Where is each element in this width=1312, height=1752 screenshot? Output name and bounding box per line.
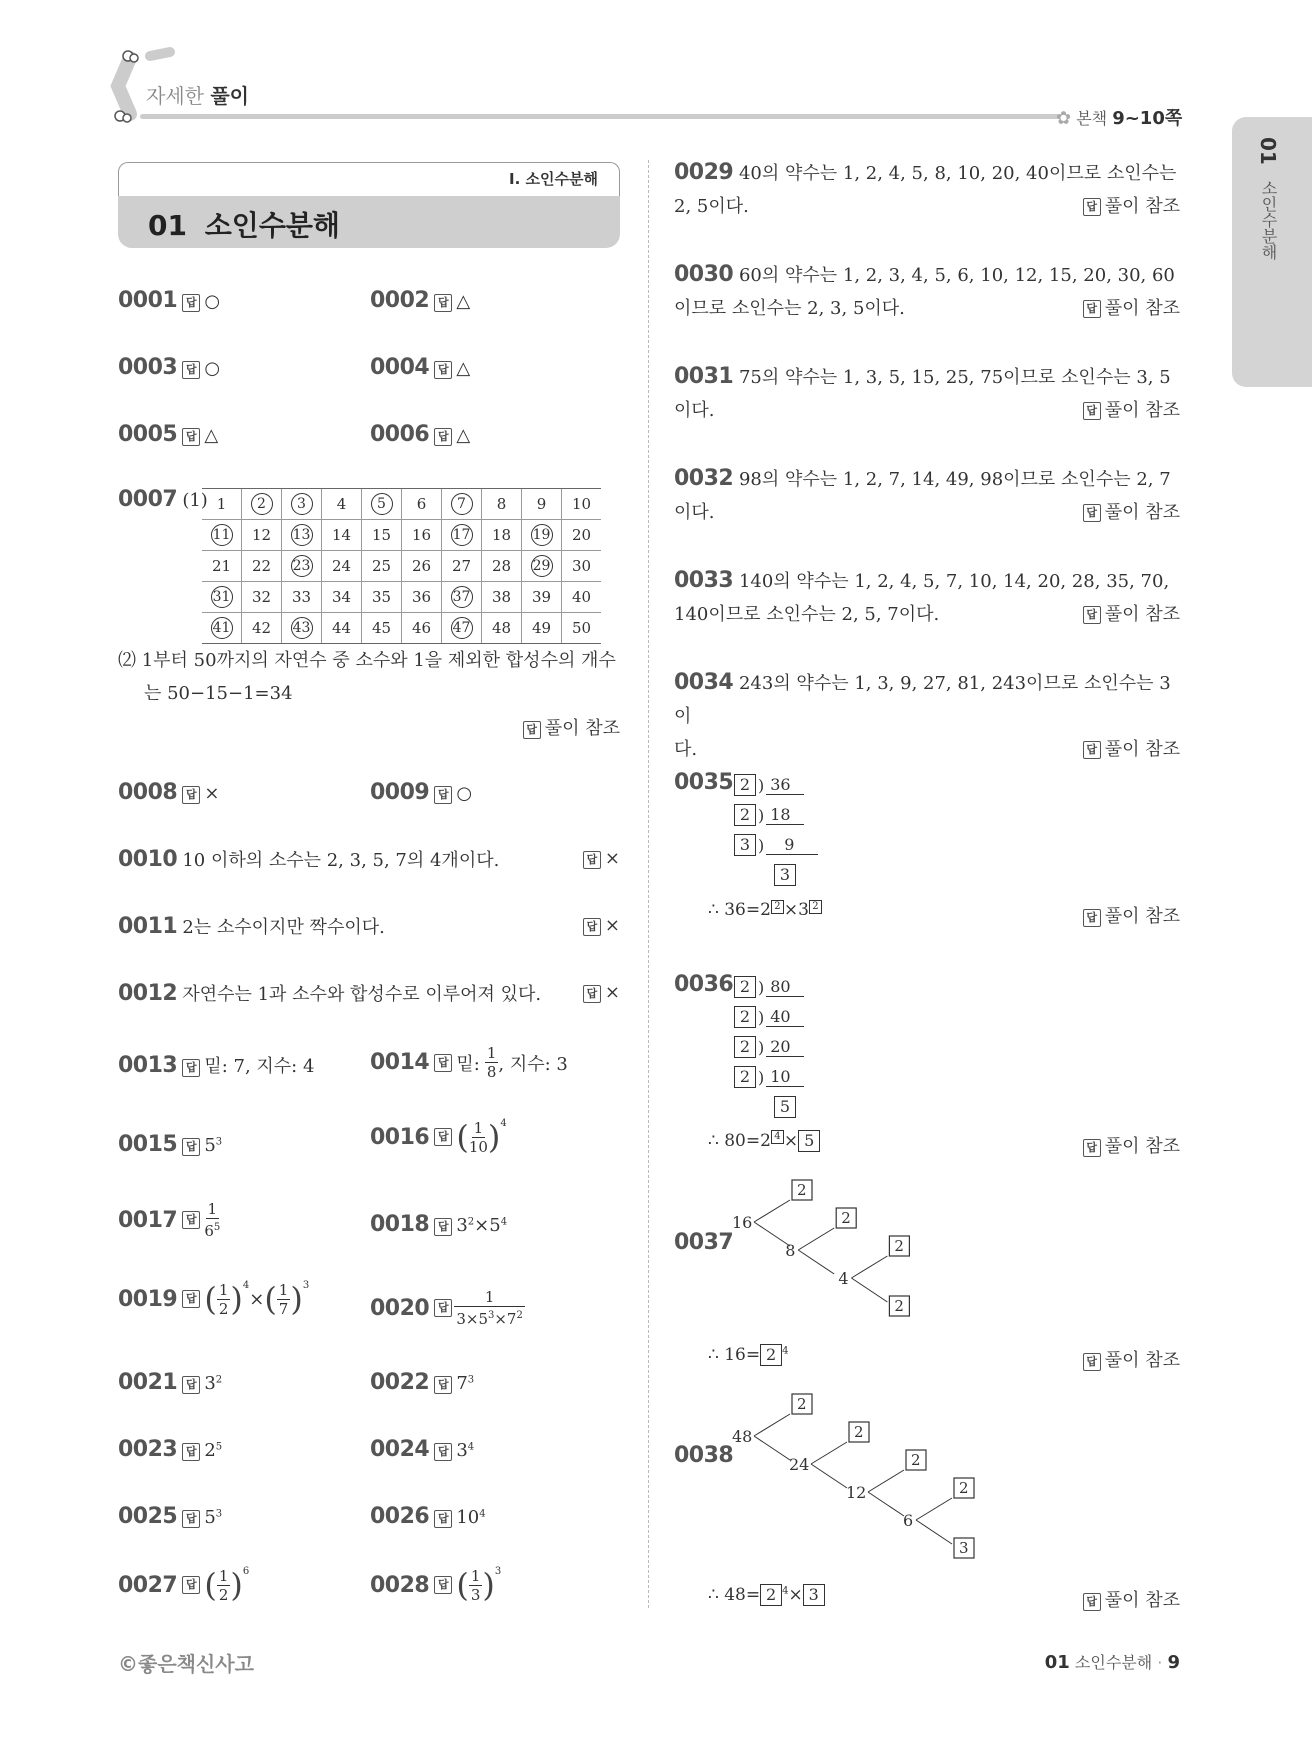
grid-cell: 38 [482, 582, 522, 613]
ref-0035: 답 풀이 참조 [1083, 902, 1180, 928]
answer-mark-icon: 답 [434, 428, 452, 446]
grid-cell [362, 489, 402, 520]
grid-cell: 9 [522, 489, 562, 520]
grid-cell: 21 [202, 551, 242, 582]
final-quotient-box: 5 [774, 1096, 796, 1118]
answer-mark-icon: 답 [1083, 300, 1101, 318]
grid-row [202, 520, 601, 551]
tree-branch [916, 1520, 952, 1544]
tree-branch [798, 1228, 834, 1250]
divisor-box: 2 [734, 1036, 756, 1058]
grid-cell: 24 [322, 551, 362, 582]
grid-cell [282, 551, 322, 582]
division-step: 2 ) 80 [734, 972, 804, 1002]
tree-node: 8 [785, 1241, 796, 1260]
problem-0005: 0005 답 △ [118, 422, 219, 447]
side-tab-number: 01 [1256, 137, 1280, 165]
leaf-value: 2 [841, 1209, 851, 1227]
answer-mark-icon: 답 [1083, 402, 1101, 420]
grid-cell: 6 [402, 489, 442, 520]
tree-branch [851, 1256, 887, 1278]
side-tab [1232, 117, 1312, 387]
grid-cell: 45 [362, 613, 402, 644]
grid-cell: 8 [482, 489, 522, 520]
grid-cell: 28 [482, 551, 522, 582]
problem-0025: 0025 답 $5^3$ [118, 1504, 223, 1529]
grid-cell: 30 [562, 551, 602, 582]
answer-mark-icon: 답 [1083, 198, 1101, 216]
problem-0004: 0004 답 △ [370, 355, 471, 380]
grid-cell [522, 520, 562, 551]
answer-mark-icon: 답 [434, 1510, 452, 1528]
grid-cell: 20 [562, 520, 602, 551]
number-grid [202, 488, 601, 644]
problem-0003: 0003 답 ○ [118, 355, 221, 380]
problem-0037: 0037 [674, 1230, 734, 1255]
quotient: 36 [766, 775, 804, 795]
answer-mark-icon: 답 [583, 918, 601, 936]
problem-0022: 0022 답 $7^3$ [370, 1370, 475, 1395]
answer-mark-icon: 답 [182, 1376, 200, 1394]
quotient: 80 [766, 977, 804, 997]
division-step: 2 ) 10 [734, 1062, 804, 1092]
leaf-value: 2 [894, 1237, 904, 1255]
circled-prime: 37 [451, 586, 473, 608]
grid-row [202, 489, 601, 520]
ref-0007: 답 풀이 참조 [523, 714, 620, 740]
grid-cell: 14 [322, 520, 362, 551]
grid-cell: 50 [562, 613, 602, 644]
tree-branch [754, 1436, 790, 1460]
problem-0006: 0006 답 △ [370, 422, 471, 447]
leaf-value: 2 [959, 1479, 969, 1497]
answer-mark-icon: 답 [434, 294, 452, 312]
quotient: 40 [766, 1007, 804, 1027]
circled-prime: 17 [451, 524, 473, 546]
problem-0034: 0034 243의 약수는 1, 3, 9, 27, 81, 243이므로 소인수는 3이 다. 답 풀이 참조 [674, 670, 1180, 760]
tree-branch [811, 1442, 847, 1464]
circled-prime: 23 [291, 555, 313, 577]
grid-cell: 10 [562, 489, 602, 520]
ref-0036: 답 풀이 참조 [1083, 1132, 1180, 1158]
answer-mark-icon: 답 [434, 1218, 452, 1236]
answer-mark-icon: 답 [1083, 1353, 1101, 1371]
problem-0028: 0028 답 ( $\frac{1}{3}$ ) $^3$ [370, 1566, 502, 1604]
tree-branch [868, 1492, 904, 1516]
flower-icon: ✿ [1056, 108, 1072, 129]
grid-cell [442, 582, 482, 613]
problem-0027: 0027 답 ( $\frac{1}{2}$ ) $^6$ [118, 1566, 250, 1604]
division-step: 2 ) 36 [734, 770, 818, 800]
answer-mark-icon: 답 [434, 1128, 452, 1146]
tree-node: 16 [732, 1213, 753, 1232]
problem-0030: 0030 60의 약수는 1, 2, 3, 4, 5, 6, 10, 12, 15, 20, 30, 60 이므로 소인수는 2, 3, 5이다. 답 풀이 참조 [674, 262, 1180, 319]
grid-cell [282, 613, 322, 644]
grid-cell [282, 489, 322, 520]
answer-mark-icon: 답 [182, 1138, 200, 1156]
grid-cell [202, 582, 242, 613]
grid-cell [282, 520, 322, 551]
grid-cell: 49 [522, 613, 562, 644]
conclusion-0037: ∴ 16= 2 $^4$ [708, 1345, 789, 1365]
conclusion-0038: ∴ 48= 2 $^4$× 3 [708, 1584, 825, 1606]
tree-node: 6 [903, 1511, 914, 1530]
grid-cell: 25 [362, 551, 402, 582]
problem-0036: 0036 [674, 972, 734, 997]
quotient: 18 [766, 805, 804, 825]
grid-row [202, 582, 601, 613]
quotient: 20 [766, 1037, 804, 1057]
grid-cell: 32 [242, 582, 282, 613]
grid-cell [522, 551, 562, 582]
circled-prime: 29 [531, 555, 553, 577]
problem-0009: 0009 답 ○ [370, 780, 473, 805]
leaf-value: 3 [959, 1539, 969, 1557]
problem-0017: 0017 답 $\frac{1}{6^5}$ [118, 1200, 221, 1240]
quotient: 9 [766, 835, 818, 855]
leaf-value: 2 [894, 1297, 904, 1315]
problem-0010: 0010 10 이하의 소수는 2, 3, 5, 7의 4개이다. 답 × [118, 847, 620, 872]
answer-mark-icon: 답 [182, 361, 200, 379]
problem-0018: 0018 답 $3^2\times 5^4$ [370, 1212, 508, 1237]
grid-cell [442, 520, 482, 551]
divisor-box: 2 [734, 1006, 756, 1028]
problem-0015: 0015 답 $5^3$ [118, 1132, 223, 1157]
circled-prime: 7 [451, 493, 473, 515]
answer-mark-icon: 답 [182, 294, 200, 312]
problem-0026: 0026 답 $10^4$ [370, 1504, 486, 1529]
answer-mark-icon: 답 [1083, 1139, 1101, 1157]
tree-branch [916, 1498, 952, 1520]
tree-node: 12 [846, 1483, 867, 1502]
problem-0001: 0001 답 ○ [118, 288, 221, 313]
division-step: 3 ) 9 [734, 830, 818, 860]
circled-prime: 11 [211, 524, 233, 546]
grid-cell [242, 489, 282, 520]
divisor-box: 2 [734, 774, 756, 796]
grid-cell: 12 [242, 520, 282, 551]
conclusion-0036: ∴ 80=2 4 × 5 [708, 1130, 820, 1152]
problem-0024: 0024 답 $3^4$ [370, 1437, 475, 1462]
header-label-light: 자세한 [146, 84, 204, 108]
conclusion-0035: ∴ 36=2 2 ×3 2 [708, 900, 822, 920]
answer-mark-icon: 답 [182, 1290, 200, 1308]
problem-0016: 0016 답 ( $\frac{1}{10}$ ) $^4$ [370, 1118, 507, 1156]
answer-mark-icon: 답 [434, 1576, 452, 1594]
grid-cell: 36 [402, 582, 442, 613]
grid-cell: 35 [362, 582, 402, 613]
problem-0035: 0035 [674, 770, 734, 795]
final-quotient-box: 3 [774, 864, 796, 886]
answer-mark-icon: 답 [434, 1376, 452, 1394]
ref-0037: 답 풀이 참조 [1083, 1346, 1180, 1372]
divisor-box: 2 [734, 1066, 756, 1088]
grid-cell [442, 489, 482, 520]
grid-cell: 16 [402, 520, 442, 551]
header-rule [140, 114, 1060, 119]
chapter-title-box [118, 162, 620, 248]
circled-prime: 31 [211, 586, 233, 608]
answer-mark-icon: 답 [434, 361, 452, 379]
column-divider [648, 160, 649, 1608]
header-ref-label: 본책 [1076, 109, 1108, 128]
answer-mark-icon: 답 [1083, 909, 1101, 927]
grid-cell [202, 520, 242, 551]
divisor-box: 3 [734, 834, 756, 856]
answer-mark-icon: 답 [434, 786, 452, 804]
tree-branch [811, 1464, 847, 1488]
problem-0031: 0031 75의 약수는 1, 3, 5, 15, 25, 75이므로 소인수는 3, 5 이다. 답 풀이 참조 [674, 364, 1180, 421]
header [110, 46, 1183, 129]
problem-0038: 0038 [674, 1443, 734, 1468]
answer-mark-icon: 답 [583, 985, 601, 1003]
answer-mark-icon: 답 [182, 1510, 200, 1528]
problem-0029: 0029 40의 약수는 1, 2, 4, 5, 8, 10, 20, 40이므로 소인수는 2, 5이다. 답 풀이 참조 [674, 160, 1180, 217]
answer-mark-icon: 답 [182, 1059, 200, 1077]
divisor-box: 2 [734, 804, 756, 826]
problem-0014: 0014 답 밑: $\frac{1}{8}$ , 지수: 3 [370, 1044, 568, 1081]
answer-mark-icon: 답 [434, 1299, 452, 1317]
circled-prime: 43 [291, 617, 313, 639]
grid-cell: 27 [442, 551, 482, 582]
divisor-box: 2 [734, 976, 756, 998]
division-step: 2 ) 18 [734, 800, 818, 830]
division-step: 2 ) 40 [734, 1002, 804, 1032]
tree-branch [868, 1470, 904, 1492]
ref-0038: 답 풀이 참조 [1083, 1586, 1180, 1612]
answer-mark-icon: 답 [182, 786, 200, 804]
grid-cell: 1 [202, 489, 242, 520]
chapter-title: 소인수분해 [204, 209, 340, 242]
grid-cell: 33 [282, 582, 322, 613]
answer-mark-icon: 답 [583, 851, 601, 869]
answer-mark-icon: 답 [1083, 606, 1101, 624]
answer-mark-icon: 답 [182, 1576, 200, 1594]
tree-node: 48 [732, 1427, 753, 1446]
problem-0012: 0012 자연수는 1과 소수와 합성수로 이루어져 있다. 답 × [118, 981, 620, 1006]
answer-mark-icon: 답 [1083, 741, 1101, 759]
problem-0023: 0023 답 $2^5$ [118, 1437, 223, 1462]
grid-cell [202, 613, 242, 644]
problem-0032: 0032 98의 약수는 1, 2, 7, 14, 49, 98이므로 소인수는 2, 7 이다. 답 풀이 참조 [674, 466, 1180, 523]
leaf-value: 2 [854, 1423, 864, 1441]
grid-cell: 18 [482, 520, 522, 551]
division-ladder-0036 [734, 972, 804, 1122]
problem-0011: 0011 2는 소수이지만 짝수이다. 답 × [118, 914, 620, 939]
division-ladder-0035 [734, 770, 818, 890]
problem-0007: 0007 (1) [118, 487, 208, 512]
quotient: 10 [766, 1067, 804, 1087]
circled-prime: 19 [531, 524, 553, 546]
grid-cell: 44 [322, 613, 362, 644]
grid-cell: 42 [242, 613, 282, 644]
chapter-number: 01 [148, 209, 187, 242]
side-tab-title: 소인수분해 [1259, 179, 1278, 260]
grid-cell: 48 [482, 613, 522, 644]
answer-mark-icon: 답 [523, 721, 541, 739]
page-number: 9 [1167, 1652, 1180, 1673]
tree-branch [754, 1414, 790, 1436]
publisher-logo: ©좋은책신사고 [118, 1652, 254, 1676]
answer-mark-icon: 답 [1083, 1593, 1101, 1611]
problem-0013: 0013 답 밑: 7, 지수: 4 [118, 1053, 315, 1078]
problem-0007-part2: ⑵ 1부터 50까지의 자연수 중 소수와 1을 제외한 합성수의 개수 는 50−15−1=34 [118, 650, 616, 704]
tree-branch [798, 1250, 834, 1274]
problem-0033: 0033 140의 약수는 1, 2, 4, 5, 7, 10, 14, 20, 28, 35, 70, 140이므로 소인수는 2, 5, 7이다. 답 풀이 참조 [674, 568, 1180, 625]
grid-cell: 4 [322, 489, 362, 520]
footer-chapter-number: 01 [1044, 1652, 1070, 1673]
answer-mark-icon: 답 [182, 1443, 200, 1461]
answer-mark-icon: 답 [182, 1211, 200, 1229]
leaf-value: 2 [797, 1181, 807, 1199]
problem-0019: 0019 답 ( $\frac{1}{2}$ ) $^4$ × ( $\frac{1}{7}$ ) $^3$ [118, 1280, 310, 1318]
circled-prime: 2 [251, 493, 273, 515]
tree-node: 24 [789, 1455, 810, 1474]
leaf-value: 2 [911, 1451, 921, 1469]
circled-prime: 5 [371, 493, 393, 515]
circled-prime: 13 [291, 524, 313, 546]
grid-cell: 40 [562, 582, 602, 613]
grid-cell [442, 613, 482, 644]
grid-row [202, 551, 601, 582]
tree-branch [754, 1200, 790, 1222]
grid-cell: 22 [242, 551, 282, 582]
problem-0002: 0002 답 △ [370, 288, 471, 313]
problem-0021: 0021 답 $3^2$ [118, 1370, 223, 1395]
grid-cell: 34 [322, 582, 362, 613]
grid-cell: 26 [402, 551, 442, 582]
grid-cell: 15 [362, 520, 402, 551]
problem-0008: 0008 답 × [118, 780, 220, 805]
answer-mark-icon: 답 [182, 428, 200, 446]
footer-page-info: 01 소인수분해 · 9 [1044, 1652, 1180, 1673]
grid-cell: 46 [402, 613, 442, 644]
factor-tree-0038 [728, 1395, 1028, 1580]
grid-row [202, 613, 601, 644]
circled-prime: 41 [211, 617, 233, 639]
tree-branch [851, 1278, 887, 1302]
grid-cell: 39 [522, 582, 562, 613]
leaf-value: 2 [797, 1395, 807, 1413]
header-label-bold: 풀이 [210, 84, 249, 108]
header-ref-pages: 9~10쪽 [1112, 108, 1183, 129]
factor-tree-0037 [728, 1181, 968, 1336]
circled-prime: 47 [451, 617, 473, 639]
problem-0020: 0020 답 $\frac{1}{3\times 5^3\times 7^2}$ [370, 1288, 523, 1328]
footer-chapter-title: 소인수분해 [1074, 1653, 1153, 1672]
answer-mark-icon: 답 [434, 1054, 452, 1072]
division-step: 2 ) 20 [734, 1032, 804, 1062]
tree-node: 4 [838, 1269, 849, 1288]
answer-mark-icon: 답 [1083, 504, 1101, 522]
chapter-unit: Ⅰ. 소인수분해 [509, 170, 598, 188]
answer-mark-icon: 답 [434, 1443, 452, 1461]
circled-prime: 3 [291, 493, 313, 515]
